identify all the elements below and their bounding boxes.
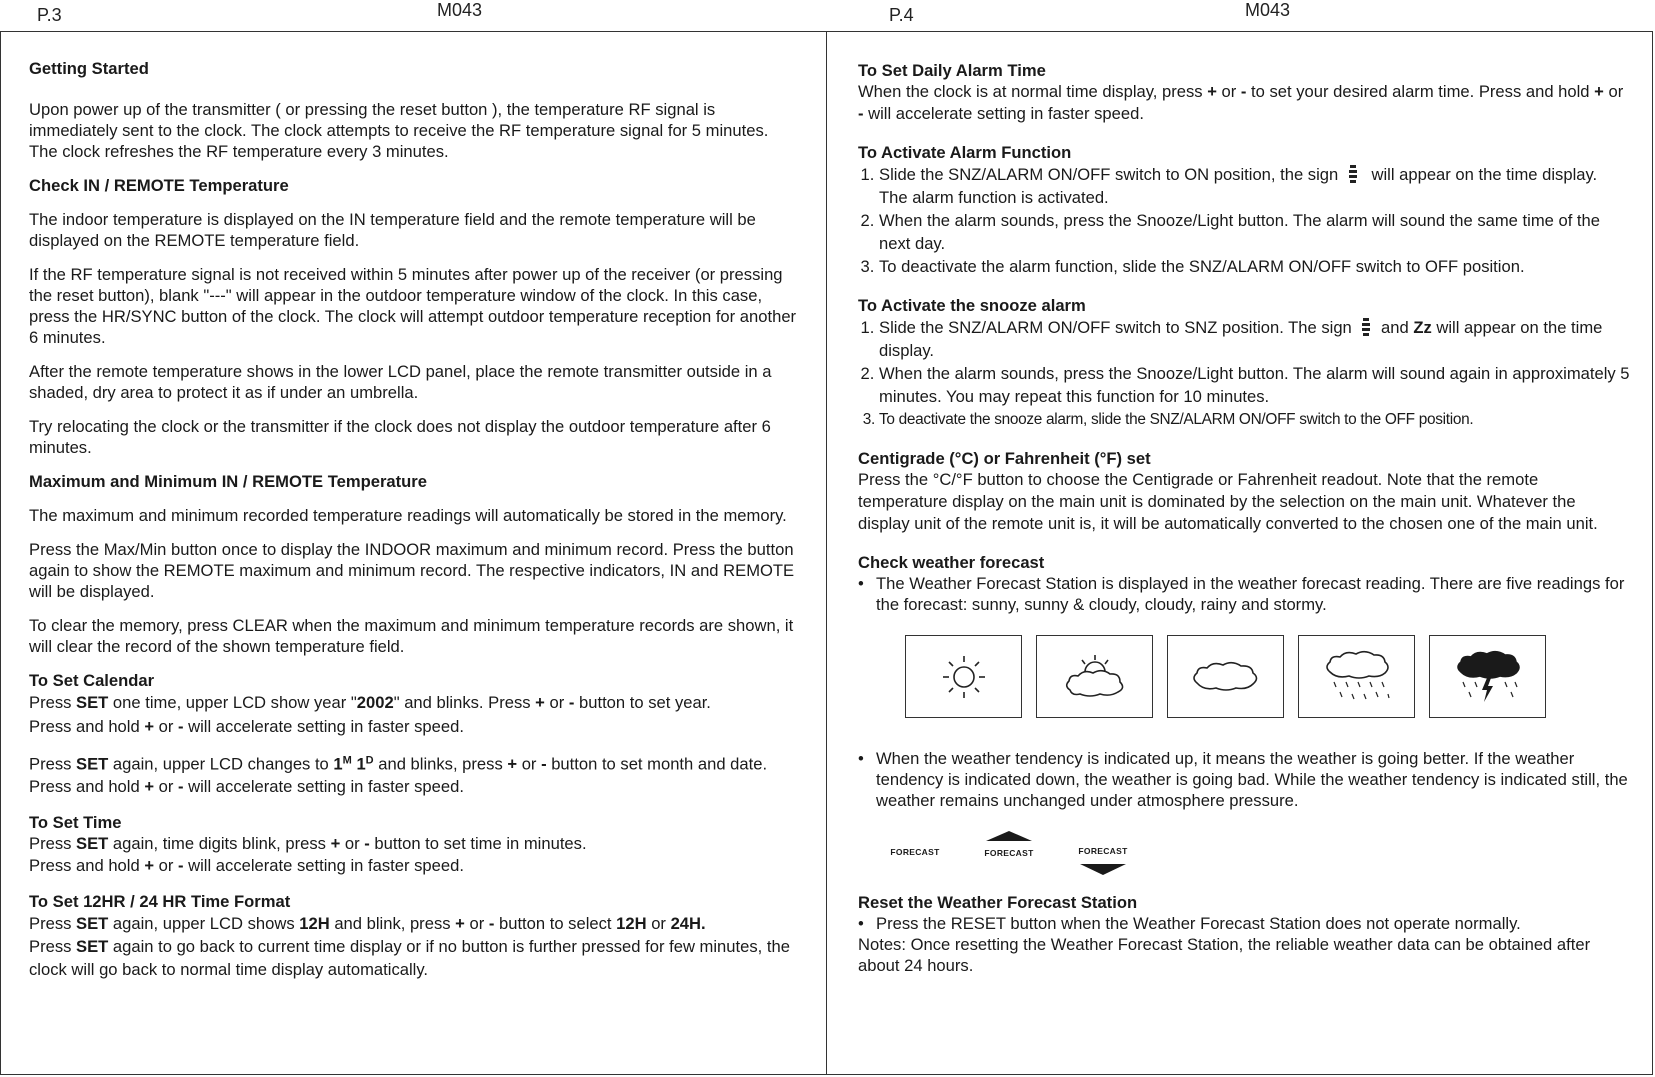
section-title: To Activate the snooze alarm	[858, 296, 1086, 315]
page-divider	[826, 31, 827, 1075]
paragraph: Press SET one time, upper LCD show year "2002" and blinks. Press + or - button to set year. Press and hold + or - will accelerate setting in faster speed.	[29, 693, 711, 736]
left-column	[29, 58, 799, 981]
model-number-right: M043	[1245, 0, 1291, 20]
bullet-item: • Press the RESET button when the Weather Forecast Station does not operate normally.	[858, 914, 1521, 933]
numbered-list	[858, 316, 1630, 431]
section-title: To Set 12HR / 24 HR Time Format	[29, 891, 291, 911]
list-item: 3. To deactivate the snooze alarm, slide the SNZ/ALARM ON/OFF switch to the OFF position.	[879, 408, 1630, 431]
section-title: To Set Daily Alarm Time	[858, 61, 1046, 80]
right-column	[858, 60, 1630, 976]
tendency-still: FORECAST	[890, 847, 940, 857]
section-title: To Activate Alarm Function	[858, 143, 1072, 162]
section-title: To Set Time	[29, 812, 122, 832]
paragraph: Press SET again, time digits blink, press + or - button to set time in minutes. Press and hold + or - will accelerate setting in faster speed.	[29, 833, 587, 875]
paragraph: After the remote temperature shows in the lower LCD panel, place the remote transmitter outside in a shaded, dry area to protect it as if under an umbrella.	[29, 362, 772, 402]
paragraph: When the clock is at normal time display, press + or - to set your desired alarm time. Press and hold + or - will accelerate setting in faster speed.	[858, 82, 1624, 123]
paragraph: Press the Max/Min button once to display the INDOOR maximum and minimum record. Press the button again to show the REMOTE maximum and minimum record. The respective indicators, IN and REMOTE will be displayed.	[29, 540, 795, 601]
sunny-icon	[905, 635, 1022, 718]
alarm-bell-icon	[1347, 164, 1359, 184]
paragraph: The maximum and minimum recorded temperature readings will automatically be stored in the memory.	[29, 506, 787, 525]
stormy-icon	[1429, 635, 1546, 718]
model-number-left: M043	[437, 0, 483, 20]
arrow-down-icon	[1068, 862, 1138, 876]
list-item: 1. Slide the SNZ/ALARM ON/OFF switch to ON position, the sign will appear on the time display. The alarm function is activated.	[879, 163, 1630, 209]
snooze-bell-icon	[1360, 317, 1372, 337]
arrow-up-icon	[974, 831, 1044, 843]
paragraph: Press SET again, upper LCD shows 12H and blink, press + or - button to select 12H or 24H. Press SET again to go back to current time display or if no button is further pressed for few minutes, the clock will go back to normal time display automatically.	[29, 913, 790, 979]
paragraph: Press SET again, upper LCD changes to $1^M$ $1^D$ and blinks, press + or - button to set month and date. Press and hold + or - will accelerate setting in faster speed.	[29, 754, 768, 796]
section-title: Check weather forecast	[858, 553, 1045, 572]
paragraph: Try relocating the clock or the transmitter if the clock does not display the outdoor temperature after 6 minutes.	[29, 417, 771, 457]
section-title: Getting Started	[29, 59, 149, 78]
paragraph: If the RF temperature signal is not received within 5 minutes after power up of the receiver (or pressing the reset button), blank "---" will appear in the outdoor temperature window of the clock. In this case, press the HR/SYNC button of the clock. The clock will attempt outdoor temperature reception for another 6 minutes.	[29, 265, 797, 347]
tendency-up: FORECAST	[974, 831, 1044, 876]
section-title: Reset the Weather Forecast Station	[858, 893, 1138, 912]
forecast-tendency-indicators	[880, 831, 1630, 876]
list-item: 1. Slide the SNZ/ALARM ON/OFF switch to SNZ position. The sign and Zz will appear on the time display.	[879, 316, 1630, 362]
paragraph: To clear the memory, press CLEAR when the maximum and minimum temperature records are shown, it will clear the record of the shown temperature field.	[29, 616, 794, 656]
tendency-down: FORECAST	[1068, 831, 1138, 876]
numbered-list	[858, 163, 1630, 278]
page-number-right: P.4	[889, 5, 914, 25]
list-item: 2. When the alarm sounds, press the Snooze/Light button. The alarm will sound again in approximately 5 minutes. You may repeat this function for 10 minutes.	[879, 362, 1630, 408]
sunny-cloudy-icon	[1036, 635, 1153, 718]
paragraph: Upon power up of the transmitter ( or pressing the reset button ), the temperature RF signal is immediately sent to the clock. The clock attempts to receive the RF temperature signal for 5 minutes. The clock refreshes the RF temperature every 3 minutes.	[29, 100, 769, 161]
paragraph: Notes: Once resetting the Weather Forecast Station, the reliable weather data can be obtained after about 24 hours.	[858, 935, 1591, 975]
list-item: 2. When the alarm sounds, press the Snooze/Light button. The alarm will sound the same time of the next day.	[879, 209, 1630, 255]
rainy-icon	[1298, 635, 1415, 718]
section-title: To Set Calendar	[29, 671, 155, 690]
paragraph: The indoor temperature is displayed on the IN temperature field and the remote temperature will be displayed on the REMOTE temperature field.	[29, 210, 756, 250]
forecast-icons	[905, 635, 1630, 718]
section-title: Maximum and Minimum IN / REMOTE Temperature	[29, 472, 427, 491]
page-number-left: P.3	[37, 5, 62, 25]
bullet-item: • The Weather Forecast Station is displayed in the weather forecast reading. There are five readings for the forecast: sunny, sunny & cloudy, cloudy, rainy and stormy.	[858, 574, 1625, 614]
list-item: 3. To deactivate the alarm function, slide the SNZ/ALARM ON/OFF switch to OFF position.	[879, 255, 1630, 278]
section-title: Centigrade (°C) or Fahrenheit (°F) set	[858, 449, 1151, 468]
bullet-item: • When the weather tendency is indicated up, it means the weather is going better. If the weather tendency is indicated down, the weather is going bad. While the weather tendency is indicated still, the weather remains unchanged under atmosphere pressure.	[858, 749, 1628, 810]
section-title: Check IN / REMOTE Temperature	[29, 176, 289, 195]
paragraph: Press the °C/°F button to choose the Centigrade or Fahrenheit readout. Note that the remote temperature display on the main unit is dominated by the selection on the main unit. Whatever the display unit of the remote unit is, it will be automatically converted to the chosen one of the main unit.	[858, 470, 1598, 533]
cloudy-icon	[1167, 635, 1284, 718]
